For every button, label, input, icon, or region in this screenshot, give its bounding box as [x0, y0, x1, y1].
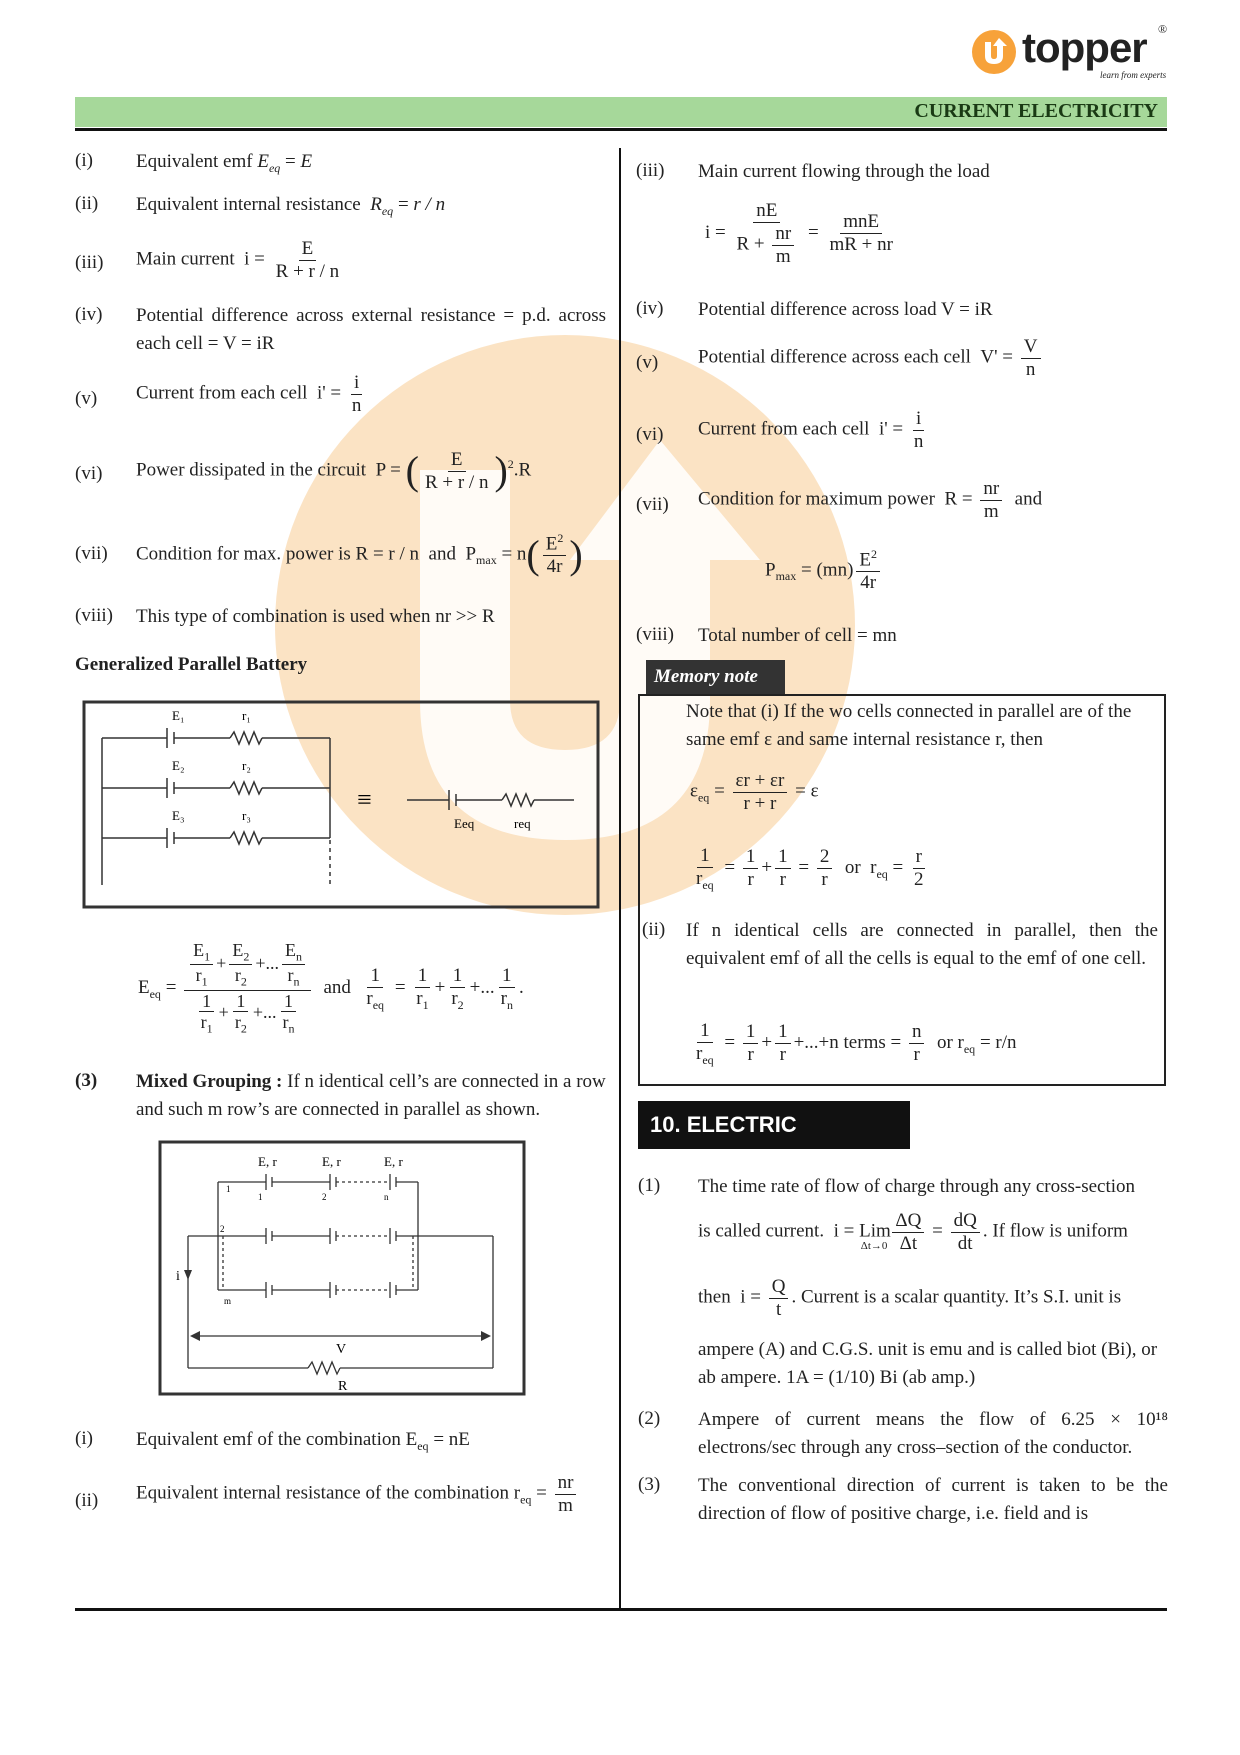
- list-item: Power dissipated in the circuit P = ( $\frac{E}{R + r / n}$ )$^2$.R: [136, 448, 532, 493]
- brand-tagline: learn from experts: [1100, 70, 1167, 80]
- list-item: Equivalent internal resistance of the combination $r_{eq}$ = $\frac{nr}{m}$: [136, 1472, 579, 1517]
- current-label: i: [176, 1269, 180, 1284]
- list-number: (2): [638, 1408, 661, 1429]
- pmax-formula: $P_{max} = (mn)$ $\frac{E^2}{4r}$: [765, 548, 883, 594]
- mixed-grouping-diagram: [158, 1140, 528, 1398]
- list-number: (vii): [636, 494, 669, 515]
- list-number: (1): [638, 1175, 661, 1196]
- row-index: m: [224, 1296, 232, 1306]
- list-item: Ampere of current means the flow of 6.25 × 10¹⁸ electrons/sec through any cross–section of the conductor.: [698, 1409, 1168, 1458]
- equivalence-symbol: ≡: [357, 785, 372, 814]
- footer-rule: [75, 1608, 1167, 1611]
- voltage-label: V: [336, 1342, 347, 1357]
- label-e1: E₁: [172, 708, 185, 723]
- list-item: Equivalent emf $E_{eq} = E$: [136, 151, 313, 175]
- list-number: (iii): [636, 160, 665, 181]
- parallel-heading: Generalized Parallel Battery: [75, 654, 308, 675]
- label-r3: r₃: [242, 808, 251, 823]
- current-definition: is called current. i = Lim$_{\Delta t\to 0}$ $\frac{\Delta Q}{\Delta t}$ = $\frac{dQ}{dt}$ . If flow is uniform: [698, 1210, 1128, 1254]
- list-item: Equivalent emf of the combination $E_{eq}$ = nE: [136, 1429, 470, 1453]
- resistance-label: R: [338, 1379, 348, 1394]
- list-item: This type of combination is used when nr >> R: [136, 606, 495, 627]
- list-item: The time rate of flow of charge through any cross-section: [698, 1176, 1136, 1197]
- list-item: Condition for max. power is R = r / n and $P_{max} = n$( $\frac{E^2}{4r}$ ): [136, 531, 583, 578]
- list-number: (iv): [636, 298, 664, 319]
- cell-label: E, r: [384, 1154, 403, 1169]
- section-title: 10. ELECTRIC CURRENT: [638, 1101, 910, 1149]
- list-item: The conventional direction of current is taken to be the direction of flow of positive charge, i.e. field and is: [698, 1475, 1168, 1524]
- memory-note-title: Memory note: [646, 660, 785, 694]
- list-number: (vii): [75, 543, 108, 564]
- list-item: Current from each cell i' = $\frac{i}{n}$: [136, 372, 362, 416]
- row-index: 2: [220, 1224, 225, 1234]
- list-item: Equivalent internal resistance $R_{eq} = r / n$: [136, 194, 446, 218]
- list-number: (3): [638, 1474, 661, 1495]
- cell-index: n: [384, 1192, 389, 1202]
- registered-mark: ®: [1158, 22, 1168, 36]
- main-current-formula: i = nE R + $\frac{nr}{m}$ = $\frac{\text{mnE}}{mR + nr}$: [705, 200, 893, 267]
- label-r2: r₂: [242, 758, 251, 773]
- label-r1: r₁: [242, 708, 251, 723]
- list-item: Potential difference across external resistance = p.d. across each cell = V = iR: [136, 305, 606, 354]
- list-number: (ii): [75, 193, 99, 214]
- list-item: Main current i = $\frac{E}{R + r / n}$: [136, 238, 340, 282]
- list-item: Condition for maximum power R = $\frac{nr}{m}$ and: [698, 478, 1043, 522]
- cell-index: 1: [258, 1192, 263, 1202]
- chapter-title: CURRENT ELECTRICITY: [914, 100, 1158, 122]
- label-e3: E₃: [172, 808, 185, 823]
- list-number: (iv): [75, 304, 103, 325]
- parallel-formula: $E_{eq}$ = $\frac{E_1}{r_1}$ + $\frac{E_2}{r_2}$ +... $\frac{E_n}{r_n}$ $\frac{1}{r_1}$ + $\frac{1}{r_2}$ +... $\frac{1}{r_n}$ and $\frac{1}{r_{eq}}$ = $\frac{1}{r_1}$ + $\frac{1}{r_2}$ +... $\frac{1}{r_n}$ .: [138, 940, 524, 1037]
- list-number: (vi): [75, 463, 103, 484]
- list-number: (ii): [642, 919, 666, 940]
- label-e2: E₂: [172, 758, 185, 773]
- mixed-number: (3): [75, 1070, 98, 1091]
- req-n-formula: $\frac{1}{r_{eq}}$ = $\frac{1}{r}$ + $\frac{1}{r}$ +...+n terms = $\frac{n}{r}$ or $r_{eq} = r/n$: [696, 1020, 1017, 1067]
- list-number: (iii): [75, 252, 104, 273]
- list-number: (viii): [75, 605, 113, 626]
- list-number: (vi): [636, 424, 664, 445]
- column-divider: [619, 148, 621, 1610]
- mixed-paragraph: Mixed Grouping : If n identical cell’s are connected in a row and such m row’s are connected in parallel as shown.: [136, 1071, 606, 1120]
- current-definition: ampere (A) and C.G.S. unit is emu and is called biot (Bi), or ab ampere. 1A = (1/10) Bi (ab amp.): [698, 1339, 1158, 1388]
- list-number: (viii): [636, 624, 674, 645]
- row-index: 1: [226, 1184, 231, 1194]
- parallel-battery-diagram: [82, 700, 602, 910]
- list-item: Potential difference across load V = iR: [698, 299, 993, 320]
- cell-label: E, r: [258, 1154, 277, 1169]
- cell-index: 2: [322, 1192, 327, 1202]
- cell-label: E, r: [322, 1154, 341, 1169]
- req-parallel-formula: $\frac{1}{r_{eq}}$ = $\frac{1}{r}$ + $\frac{1}{r}$ = $\frac{2}{r}$ or $r_{eq}$ = $\frac{r}{2}$: [696, 845, 924, 892]
- brand-mark-icon: [970, 28, 1018, 76]
- eps-eq-formula: $\varepsilon_{eq}$ = $\frac{\varepsilon r + \varepsilon r}{r + r}$ = ε: [690, 770, 819, 814]
- list-number: (v): [636, 352, 659, 373]
- label-req: req: [514, 816, 531, 831]
- list-item: Potential difference across each cell V' = $\frac{V}{n}$: [698, 336, 1044, 381]
- brand-logo: [970, 22, 1170, 82]
- list-item: Total number of cell = mn: [698, 625, 897, 646]
- list-number: (i): [75, 1428, 93, 1449]
- memory-note-text: Note that (i) If the wo cells connected in parallel are of the same emf ε and same internal resistance r, then: [686, 701, 1132, 750]
- header-rule: [75, 128, 1167, 131]
- list-number: (v): [75, 388, 98, 409]
- list-number: (i): [75, 150, 93, 171]
- list-number: (ii): [75, 1490, 99, 1511]
- memory-note-text: If n identical cells are connected in parallel, then the equivalent emf of all the cells is equal to the emf of one cell.: [686, 920, 1158, 969]
- brand-name: topper: [1022, 24, 1147, 71]
- list-item: Current from each cell i' = $\frac{i}{n}$: [698, 408, 924, 452]
- label-eeq: Eeq: [454, 816, 475, 831]
- list-item: Main current flowing through the load: [698, 161, 990, 182]
- current-definition: then i = $\frac{Q}{t}$ . Current is a scalar quantity. It’s S.I. unit is: [698, 1276, 1122, 1320]
